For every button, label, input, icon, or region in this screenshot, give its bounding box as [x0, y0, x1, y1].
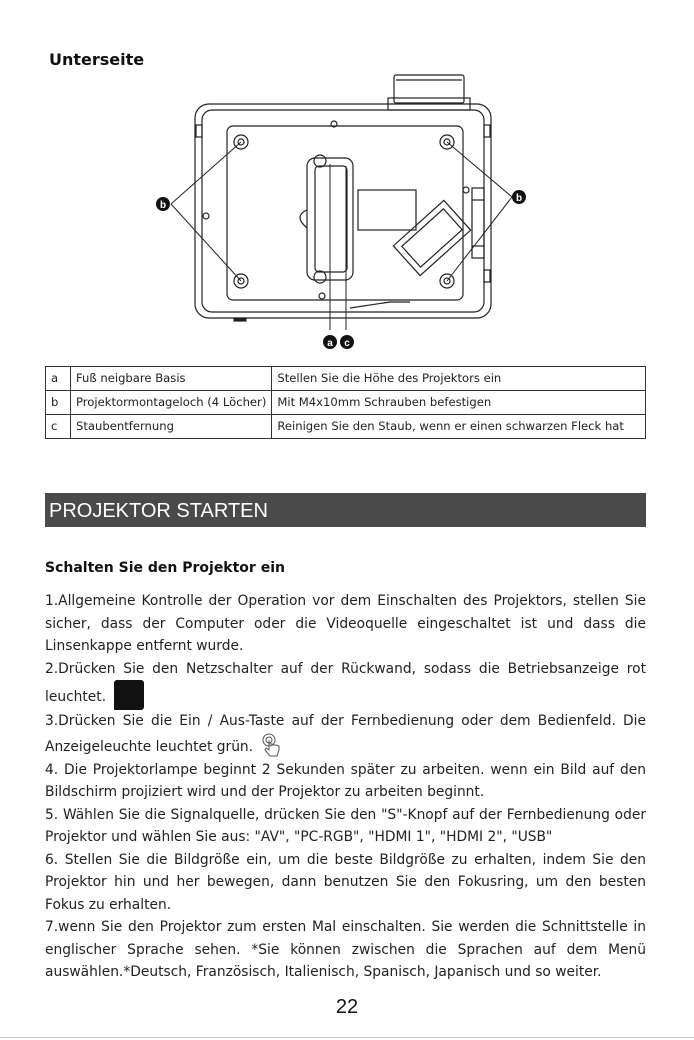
step-4: 4. Die Projektorlampe beginnt 2 Sekunden später zu arbeiten. wenn ein Bild auf den Bildschirm projiziert wird und der Projektor zu arbeiten beginnt. [45, 761, 646, 800]
step-7: 7.wenn Sie den Projektor zum ersten Mal einschalten. Sie werden die Schnittstelle in englischer Sprache sehen. *Sie können zwischen die Sprachen auf dem Menü auswählen.*Deutsch, Französisch, Italienisch, Spanisch, Japanisch und so weiter. [45, 919, 646, 980]
tilt-foot [300, 155, 353, 283]
row-desc: Reinigen Sie den Staub, wenn er einen schwarzen Fleck hat [272, 415, 646, 439]
row-name: Staubentfernung [71, 415, 272, 439]
power-button-icon [114, 680, 144, 710]
step-2 [45, 658, 646, 711]
callout-b-left [156, 197, 170, 211]
svg-text:c: c [344, 338, 350, 349]
step-3-text: 3.Drücken Sie die Ein / Aus-Taste auf der Fernbedienung oder dem Bedienfeld. Die Anzeigeleuchte leuchtet grün. [45, 713, 646, 755]
table-row [46, 391, 646, 415]
row-key: b [46, 391, 71, 415]
label-plate [358, 190, 416, 230]
projector-body [195, 104, 491, 318]
dust-cover [393, 200, 470, 275]
svg-text:b: b [159, 200, 167, 211]
step-5: 5. Wählen Sie die Signalquelle, drücken Sie den "S"-Knopf auf der Fernbedienung oder Projektor und wählen Sie aus: "AV", "PC-RGB", "HDMI 1", "HDMI 2", "USB" [45, 806, 646, 845]
table-row [46, 367, 646, 391]
steps-list [45, 590, 646, 984]
svg-text:b: b [515, 193, 523, 204]
base-plate [227, 126, 463, 300]
step-2-text: 2.Drücken Sie den Netzschalter auf der Rückwand, sodass die Betriebsanzeige rot leuchtet. [45, 660, 646, 705]
step-3 [45, 710, 646, 759]
page-number: 22 [335, 996, 359, 1018]
row-key: a [46, 367, 71, 391]
row-name: Fuß neigbare Basis [71, 367, 272, 391]
row-desc: Mit M4x10mm Schrauben befestigen [272, 391, 646, 415]
callout-a [323, 335, 337, 349]
callout-c [340, 335, 354, 349]
step-6: 6. Stellen Sie die Bildgröße ein, um die beste Bildgröße zu erhalten, indem Sie den Projektor hin und her bewegen, dann benutzen Sie den Fokusring, um den besten Fokus zu erhalten. [45, 851, 646, 913]
projector-underside-diagram [150, 70, 550, 360]
row-desc: Stellen Sie die Höhe des Projektors ein [272, 367, 646, 391]
parts-table [45, 366, 646, 439]
row-name: Projektormontageloch (4 Löcher) [71, 391, 272, 415]
subsection-title: Schalten Sie den Projektor ein [45, 560, 285, 576]
callout-b-right [512, 190, 526, 204]
svg-text:a: a [327, 338, 333, 349]
lens-barrel [394, 75, 464, 103]
bottom-rule [0, 1037, 694, 1038]
section-banner: PROJEKTOR STARTEN [45, 493, 646, 527]
touch-press-icon [261, 733, 283, 759]
table-row [46, 415, 646, 439]
row-key: c [46, 415, 71, 439]
step-1: 1.Allgemeine Kontrolle der Operation vor dem Einschalten des Projektors, stellen Sie sicher, dass der Computer oder die Videoquelle eingeschaltet ist und dass die Linsenkappe entfernt wurde. [45, 593, 646, 654]
section-title: Unterseite [49, 50, 145, 69]
